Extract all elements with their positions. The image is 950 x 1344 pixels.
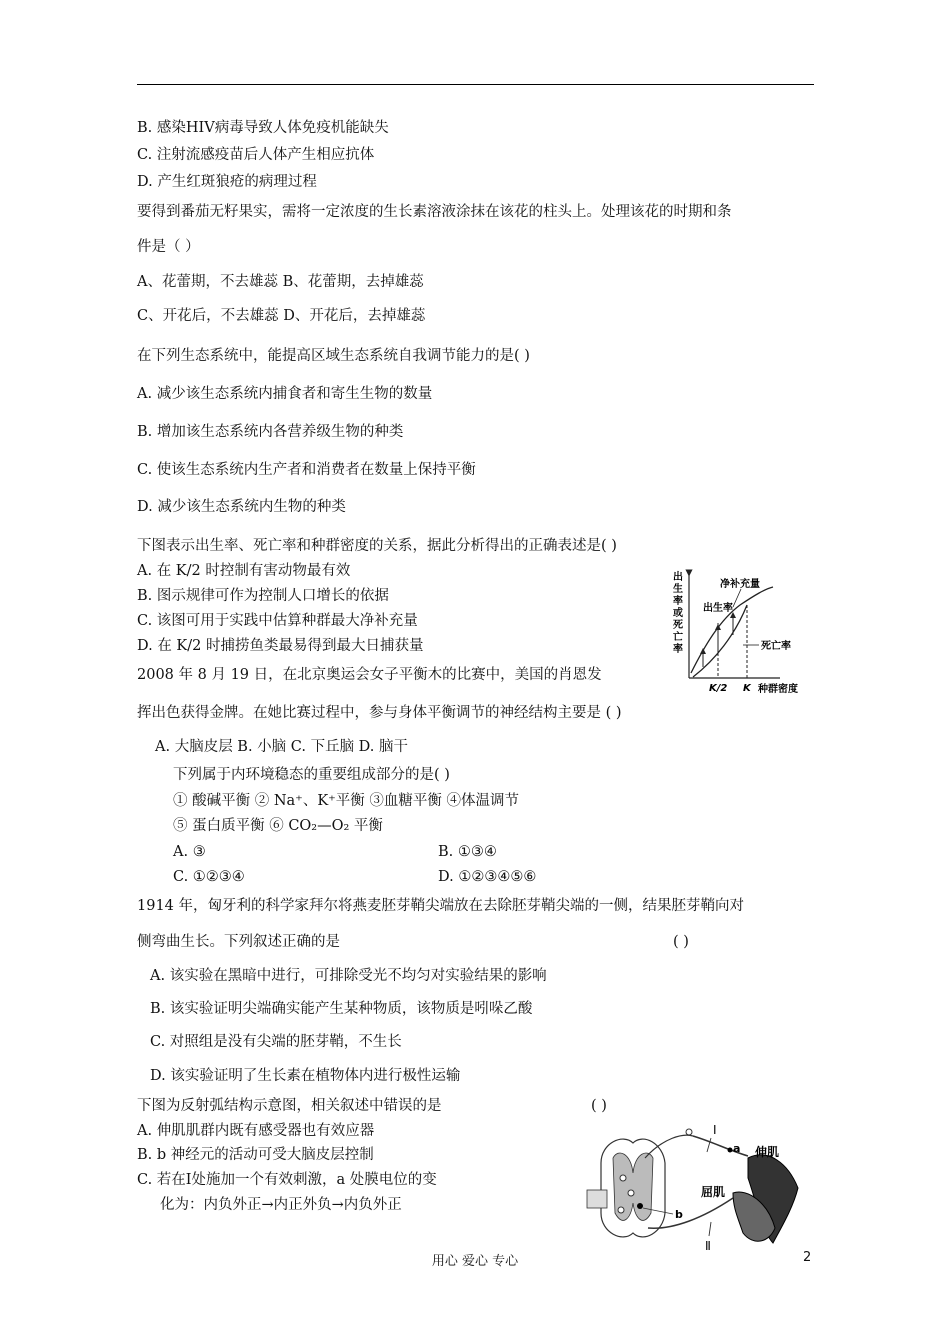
arrow-II — [709, 1222, 711, 1236]
olympics-options: A. 大脑皮层 B. 小脑 C. 下丘脑 D. 脑干 — [155, 739, 409, 755]
homeostasis-option-c: C. ①②③④ — [173, 869, 245, 885]
label-birth-rate: 出生率 — [703, 603, 733, 614]
reflex-arc-diagram — [583, 1118, 808, 1253]
svg-text:出: 出 — [673, 572, 683, 583]
question-paal-cont: 侧弯曲生长。下列叙述正确的是 — [137, 934, 340, 950]
arrow-I — [707, 1138, 711, 1152]
death-rate-curve — [693, 605, 747, 677]
net-label-pointer — [733, 589, 741, 607]
option-b-hiv: B. 感染HIV病毒导致人体免疫机能缺失 — [137, 120, 389, 136]
paal-option-d: D. 该实验证明了生长素在植物体内进行极性运输 — [150, 1068, 461, 1084]
label-I: Ⅰ — [713, 1123, 717, 1137]
homeostasis-option-d: D. ①②③④⑤⑥ — [438, 869, 537, 885]
question-reflex-blank: ( ) — [591, 1098, 607, 1114]
label-death-rate: 死亡率 — [761, 641, 791, 652]
page-number: 2 — [803, 1250, 812, 1265]
question-reflex: 下图为反射弧结构示意图，相关叙述中错误的是 — [137, 1098, 442, 1114]
label-b: b — [675, 1208, 683, 1221]
pop-option-a: A. 在 K/2 时控制有害动物最有效 — [137, 563, 351, 579]
tick-k: K — [743, 683, 751, 694]
label-a: a — [733, 1142, 741, 1155]
tomato-options-cd: C、开花后，不去雄蕊 D、开花后，去掉雄蕊 — [137, 308, 426, 324]
eco-option-c: C. 使该生态系统内生产者和消费者在数量上保持平衡 — [137, 462, 476, 478]
tomato-options-ab: A、花蕾期，不去雄蕊 B、花蕾期，去掉雄蕊 — [137, 274, 424, 290]
reflex-option-c: C. 若在Ⅰ处施加一个有效刺激，a 处膜电位的变 — [137, 1172, 437, 1188]
reflex-option-a: A. 伸肌肌群内既有感受器也有效应器 — [137, 1123, 375, 1139]
paal-option-c: C. 对照组是没有尖端的胚芽鞘，不生长 — [150, 1034, 402, 1050]
graph-xlabel: 种群密度 — [758, 684, 798, 695]
paal-option-a: A. 该实验在黑暗中进行，可排除受光不均匀对实验结果的影响 — [150, 968, 547, 984]
question-ecosystem: 在下列生态系统中，能提高区域生态系统自我调节能力的是( ) — [137, 348, 530, 364]
homeostasis-option-b: B. ①③④ — [438, 844, 497, 860]
svg-text:或: 或 — [673, 608, 683, 619]
tick-k2: K/2 — [709, 683, 728, 694]
label-net-increase: 净补充量 — [720, 579, 760, 590]
spinal-canal-left — [587, 1190, 607, 1208]
svg-text:率: 率 — [673, 644, 683, 655]
label-II: Ⅱ — [705, 1239, 711, 1253]
svg-text:死: 死 — [673, 620, 683, 631]
option-d-lupus: D. 产生红斑狼疮的病理过程 — [137, 174, 317, 190]
question-olympics-cont: 挥出色获得金牌。在她比赛过程中，参与身体平衡调节的神经结构主要是 ( ) — [137, 705, 622, 721]
question-population: 下图表示出生率、死亡率和种群密度的关系，据此分析得出的正确表述是( ) — [137, 538, 617, 554]
point-a — [728, 1148, 733, 1153]
question-homeostasis: 下列属于内环境稳态的重要组成部分的是( ) — [173, 767, 450, 783]
population-graph — [665, 565, 815, 700]
pop-option-d: D. 在 K/2 时捕捞鱼类最易得到最大日捕获量 — [137, 638, 424, 654]
page-footer: 用心 爱心 专心 — [431, 1254, 519, 1269]
question-paal: 1914 年，匈牙利的科学家拜尔将燕麦胚芽鞘尖端放在去除胚芽鞘尖端的一侧，结果胚芽鞘向对 — [137, 898, 745, 914]
eco-option-a: A. 减少该生态系统内捕食者和寄生生物的数量 — [137, 386, 433, 402]
point-b-neuron — [637, 1203, 643, 1209]
motor-nerve — [648, 1198, 733, 1228]
reflex-option-b: B. b 神经元的活动可受大脑皮层控制 — [137, 1147, 374, 1163]
question-paal-blank: ( ) — [673, 934, 689, 950]
graph-ylabel — [673, 570, 683, 655]
label-flexor: 屈肌 — [701, 1185, 726, 1199]
question-tomato-cont: 件是（ ） — [137, 239, 200, 255]
label-extensor: 伸肌 — [755, 1145, 780, 1159]
eco-option-b: B. 增加该生态系统内各营养级生物的种类 — [137, 424, 404, 440]
dorsal-root — [645, 1135, 693, 1158]
eco-option-d: D. 减少该生态系统内生物的种类 — [137, 499, 346, 515]
svg-text:率: 率 — [673, 596, 683, 607]
svg-text:生: 生 — [673, 584, 683, 595]
homeostasis-items-1: ① 酸碱平衡 ② Na⁺、K⁺平衡 ③血糖平衡 ④体温调节 — [173, 793, 520, 809]
header-rule — [137, 84, 814, 85]
option-c-vaccine: C. 注射流感疫苗后人体产生相应抗体 — [137, 147, 375, 163]
paal-option-b: B. 该实验证明尖端确实能产生某种物质，该物质是吲哚乙酸 — [150, 1001, 533, 1017]
homeostasis-option-a: A. ③ — [173, 844, 206, 860]
pop-option-c: C. 该图可用于实践中估算种群最大净补充量 — [137, 613, 418, 629]
svg-text:亡: 亡 — [673, 632, 683, 643]
homeostasis-items-2: ⑤ 蛋白质平衡 ⑥ CO₂—O₂ 平衡 — [173, 818, 383, 834]
question-tomato: 要得到番茄无籽果实，需将一定浓度的生长素溶液涂抹在该花的柱头上。处理该花的时期和条 — [137, 204, 732, 220]
reflex-option-c-cont: 化为：内负外正→内正外负→内负外正 — [160, 1197, 402, 1213]
ganglion — [686, 1129, 692, 1135]
pop-option-b: B. 图示规律可作为控制人口增长的依据 — [137, 588, 389, 604]
question-olympics: 2008 年 8 月 19 日，在北京奥运会女子平衡木的比赛中，美国的肖恩发 — [137, 667, 602, 683]
